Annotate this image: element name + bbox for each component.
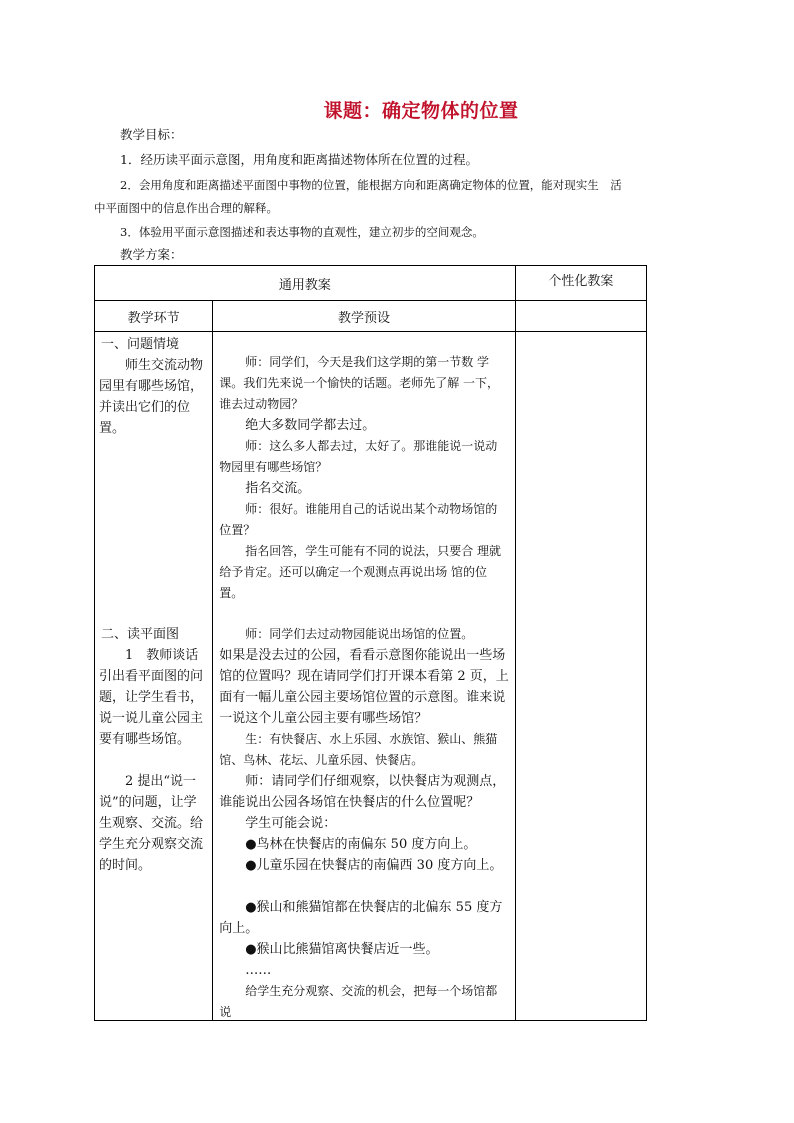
page-title: 课题：确定物体的位置 <box>323 100 519 122</box>
preset-b1: 师：同学们去过动物园能说出场馆的位置。 <box>245 627 474 641</box>
plan-label: 教学方案： <box>120 247 183 262</box>
preset-b7: ●儿童乐园在快餐店的南偏西 30 度方向上。 <box>245 858 503 873</box>
preset-a4: 指名交流。 <box>245 481 311 496</box>
objective-1: 1．经历读平面示意图，用角度和距离描述物体所在位置的过程。 <box>120 152 478 167</box>
section-2-title: 二、读平面图 <box>101 627 180 642</box>
preset-b6: ●鸟林在快餐店的南偏东 50 度方向上。 <box>245 837 477 852</box>
section-2-p1: 1 教师谈话引出看平面图的问题，让学生看书，说一说儿童公园主要有哪些场馆。 <box>99 648 204 747</box>
section-1-desc: 师生交流动物园里有哪些场馆，并读出它们的位置。 <box>99 358 204 436</box>
preset-b4: 师：请同学们仔细观察，以快餐店为观测点，谁能说出公园各场馆在快餐店的什么位置呢？ <box>219 774 506 810</box>
preset-b3: 生：有快餐店、水上乐园、水族馆、猴山、熊猫馆、鸟林、花坛、儿童乐园、快餐店。 <box>219 732 498 767</box>
preset-a3: 师：这么多人都去过，太好了。那谁能说一说动物园里有哪些场馆？ <box>219 439 498 474</box>
preset-b11: 给学生充分观察、交流的机会，把每一个场馆都说 <box>219 984 498 1019</box>
preset-b8: ●猴山和熊猫馆都在快餐店的北偏东 55 度方向上。 <box>219 900 503 936</box>
step-column <box>95 332 213 1021</box>
preset-column <box>213 332 516 1021</box>
personal-column <box>515 332 646 1021</box>
header-general: 通用教案 <box>95 266 516 301</box>
preset-b10: …… <box>245 963 272 978</box>
section-2-p2: 2 提出“说一说”的问题，让学生观察、交流。给学生充分观察交流的时间。 <box>99 774 204 873</box>
preset-b2: 如果是没去过的公园，看看示意图你能说出一些场馆的位置吗？现在请同学们打开课本看第 2 页，上面有一幅儿童公园主要场馆位置的示意图。谁来说一说这个儿童公园主要有哪些场馆？ <box>219 648 509 726</box>
preset-a2: 绝大多数同学都去过。 <box>245 418 376 433</box>
preset-b5: 学生可能会说： <box>245 816 337 831</box>
preset-a1: 师：同学们，今天是我们这学期的第一节数 学课。我们先来说一个愉快的话题。老师先了解 一下，谁去过动物园？ <box>219 355 500 411</box>
header-personal: 个性化教案 <box>515 266 646 301</box>
objectives-label: 教学目标： <box>120 127 183 142</box>
col-preset-header: 教学预设 <box>213 301 516 332</box>
col-personal-empty <box>515 301 646 332</box>
section-1-title: 一、问题情境 <box>101 337 180 352</box>
lesson-plan-table <box>94 265 647 1021</box>
col-step-header: 教学环节 <box>95 301 213 332</box>
preset-a5: 师：很好。谁能用自己的话说出某个动物场馆的位置？ <box>219 502 498 537</box>
objective-2-cont: 中平面图中的信息作出合理的解释。 <box>94 201 278 215</box>
objective-3: 3．体验用平面示意图描述和表达事物的直观性，建立初步的空间观念。 <box>120 225 484 239</box>
preset-b9: ●猴山比熊猫馆离快餐店近一些。 <box>245 942 439 957</box>
preset-a6: 指名回答，学生可能有不同的说法，只要合 理就给予肯定。还可以确定一个观测点再说出场 馆的位置。 <box>219 544 502 600</box>
objective-2: 2．会用角度和距离描述平面图中事物的位置，能根据方向和距离确定物体的位置，能对现实生 活 <box>120 178 622 192</box>
